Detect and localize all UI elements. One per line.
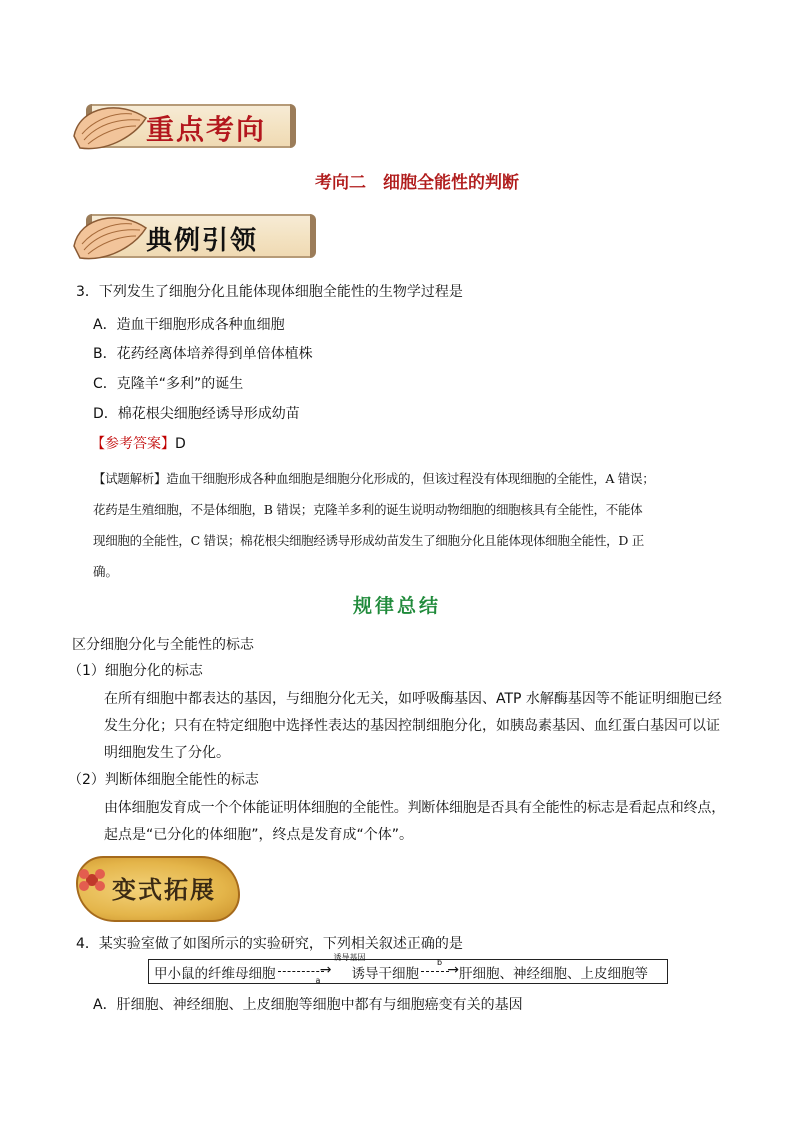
section-title: 考向二 细胞全能性的判断 [315, 173, 519, 193]
explanation-line: 花药是生殖细胞，不是体细胞，B 错误；克隆羊多利的诞生说明动物细胞的细胞核具有全能性，不能体 [93, 502, 643, 517]
rules-item-2-line: 由体细胞发育成一个个体能证明体细胞的全能性。判断体细胞是否具有全能性的标志是看起点和终点， [104, 800, 725, 816]
flow-arrow-1-label-bottom: a [315, 975, 321, 985]
flow-arrow-2: → b [419, 962, 459, 982]
answer-label: 【参考答案】 [91, 436, 175, 452]
conch-shell-icon [70, 206, 150, 266]
rules-item-2-title: （2）判断体细胞全能性的标志 [68, 772, 259, 788]
flow-middle-wrap [332, 952, 420, 982]
banner-typical-example-text: 典例引领 [146, 226, 259, 256]
rules-intro: 区分细胞分化与全能性的标志 [72, 637, 254, 653]
answer-value: D [175, 436, 186, 452]
question-4-option-a: A．肝细胞、神经细胞、上皮细胞等细胞中都有与细胞癌变有关的基因 [93, 997, 523, 1013]
question-3-option-d: D．棉花根尖细胞经诱导形成幼苗 [93, 406, 300, 422]
rules-item-1-title: （1）细胞分化的标志 [68, 663, 203, 679]
question-3-explanation [93, 463, 723, 587]
question-3-option-a: A．造血干细胞形成各种血细胞 [93, 317, 285, 333]
question-3-stem: 3．下列发生了细胞分化且能体现体细胞全能性的生物学过程是 [76, 284, 463, 300]
explanation-line: 确。 [93, 564, 119, 579]
explanation-line: 【试题解析】造血干细胞形成各种血细胞是细胞分化形成的，但该过程没有体现细胞的全能性，A 错误； [93, 471, 655, 486]
conch-shell-icon [70, 96, 150, 156]
flow-arrow-2-label-top: b [437, 957, 443, 967]
rules-item-1-line: 在所有细胞中都表达的基因，与细胞分化无关，如呼吸酶基因、ATP 水解酶基因等不能证明细胞已经 [104, 691, 722, 707]
rules-item-1-line: 明细胞发生了分化。 [104, 745, 230, 761]
rules-item-2-line: 起点是“已分化的体细胞”，终点是发育成“个体”。 [104, 827, 414, 843]
flower-decoration-icon [72, 860, 112, 900]
explanation-line: 现细胞的全能性，C 错误；棉花根尖细胞经诱导形成幼苗发生了细胞分化且能体现体细胞全能性，D 正 [93, 533, 644, 548]
flow-middle: 诱导干细胞 [351, 965, 419, 982]
banner-key-directions-text: 重点考向 [146, 113, 267, 146]
banner-variant-extension-text: 变式拓展 [112, 875, 216, 904]
rules-item-1-body [104, 686, 734, 767]
rules-title: 规律总结 [352, 595, 441, 617]
flow-start: 甲小鼠的纤维母细胞 [154, 965, 276, 982]
rules-item-2-body [104, 795, 734, 849]
flow-arrow-1-label-top: 诱导基因 [333, 952, 366, 962]
flow-end: 肝细胞、神经细胞、上皮细胞等 [459, 965, 648, 982]
flow-arrow-1: → a [276, 962, 332, 982]
flow-diagram [148, 952, 668, 985]
question-4-stem: 4．某实验室做了如图所示的实验研究，下列相关叙述正确的是 [76, 936, 463, 952]
question-3-answer [91, 435, 186, 453]
question-3-option-b: B．花药经离体培养得到单倍体植株 [93, 346, 313, 362]
rules-item-1-line: 发生分化；只有在特定细胞中选择性表达的基因控制细胞分化，如胰岛素基因、血红蛋白基因可以证 [104, 718, 720, 734]
question-3-option-c: C．克隆羊“多利”的诞生 [93, 376, 244, 392]
